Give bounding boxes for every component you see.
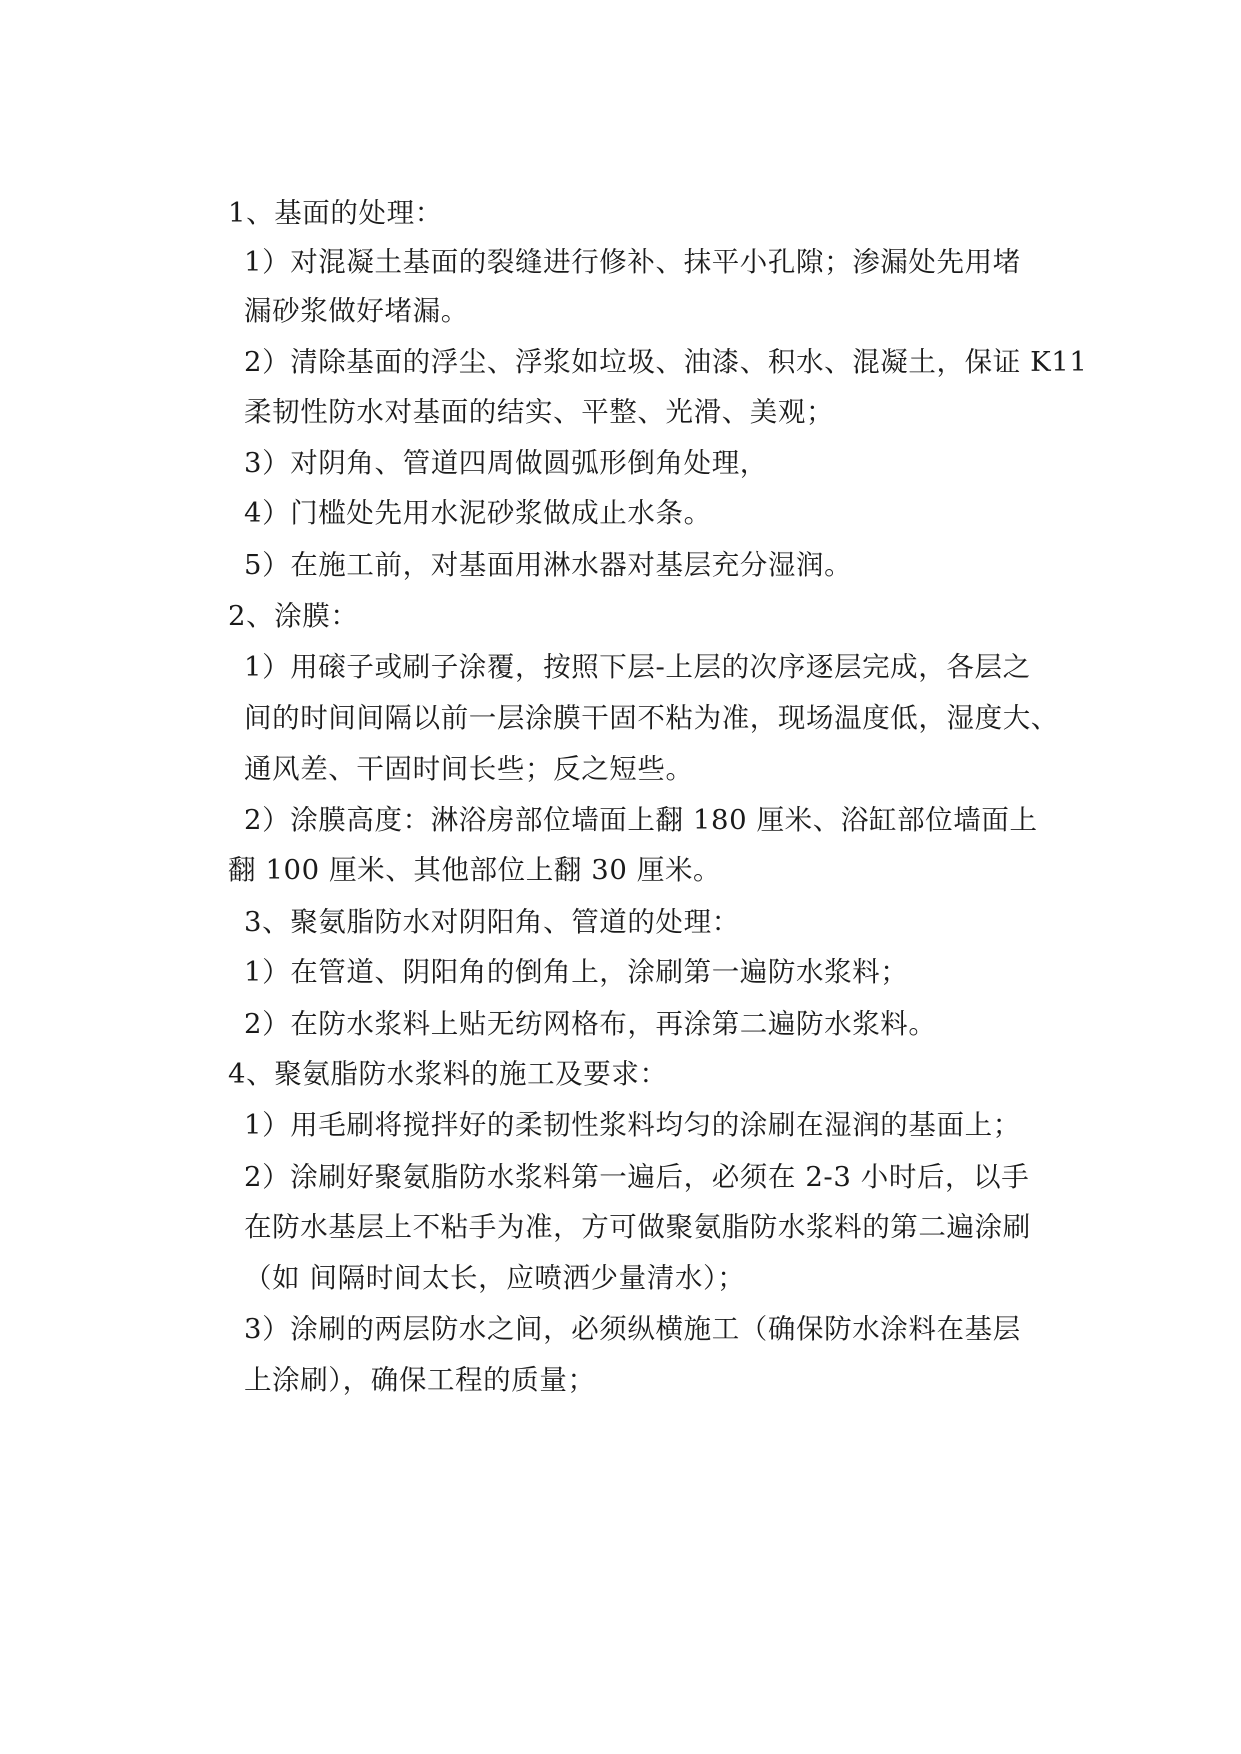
paragraph-line: 4）门槛处先用水泥砂浆做成止水条。 — [244, 497, 712, 529]
paragraph-line: 通风差、干固时间长些；反之短些。 — [244, 753, 694, 785]
paragraph-line: （如 间隔时间太长，应喷洒少量清水）； — [244, 1262, 746, 1294]
paragraph-line: 2）清除基面的浮尘、浮浆如垃圾、油漆、积水、混凝土，保证 K11 — [244, 346, 1088, 378]
section-heading-1: 1、基面的处理： — [228, 197, 443, 229]
paragraph-line: 2）涂膜高度：淋浴房部位墙面上翻 180 厘米、浴缸部位墙面上 — [244, 804, 1038, 836]
paragraph-line: 5）在施工前，对基面用淋水器对基层充分湿润。 — [244, 549, 853, 581]
paragraph-line: 柔韧性防水对基面的结实、平整、光滑、美观； — [244, 396, 835, 428]
paragraph-line: 1）在管道、阴阳角的倒角上，涂刷第一遍防水浆料； — [244, 956, 909, 988]
paragraph-line: 漏砂浆做好堵漏。 — [244, 295, 469, 327]
section-heading-3: 3、聚氨脂防水对阴阳角、管道的处理： — [244, 906, 740, 938]
paragraph-line: 在防水基层上不粘手为准，方可做聚氨脂防水浆料的第二遍涂刷 — [244, 1211, 1031, 1243]
paragraph-line: 上涂刷），确保工程的质量； — [244, 1364, 596, 1396]
paragraph-line: 3）对阴角、管道四周做圆弧形倒角处理， — [244, 447, 768, 479]
paragraph-line: 2）在防水浆料上贴无纺网格布，再涂第二遍防水浆料。 — [244, 1008, 937, 1040]
section-heading-4: 4、聚氨脂防水浆料的施工及要求： — [228, 1058, 668, 1090]
paragraph-line: 1）对混凝土基面的裂缝进行修补、抹平小孔隙；渗漏处先用堵 — [244, 246, 1021, 278]
paragraph-line: 1）用毛刷将搅拌好的柔韧性浆料均匀的涂刷在湿润的基面上； — [244, 1109, 1021, 1141]
paragraph-line: 间的时间间隔以前一层涂膜干固不粘为准，现场温度低，湿度大、 — [244, 702, 1059, 734]
paragraph-line: 1）用磙子或刷子涂覆，按照下层-上层的次序逐层完成，各层之 — [244, 651, 1031, 683]
paragraph-line: 翻 100 厘米、其他部位上翻 30 厘米。 — [228, 854, 722, 886]
paragraph-line: 2）涂刷好聚氨脂防水浆料第一遍后，必须在 2-3 小时后，以手 — [244, 1161, 1030, 1193]
paragraph-line: 3）涂刷的两层防水之间，必须纵横施工（确保防水涂料在基层 — [244, 1313, 1021, 1345]
section-heading-2: 2、涂膜： — [228, 600, 359, 632]
